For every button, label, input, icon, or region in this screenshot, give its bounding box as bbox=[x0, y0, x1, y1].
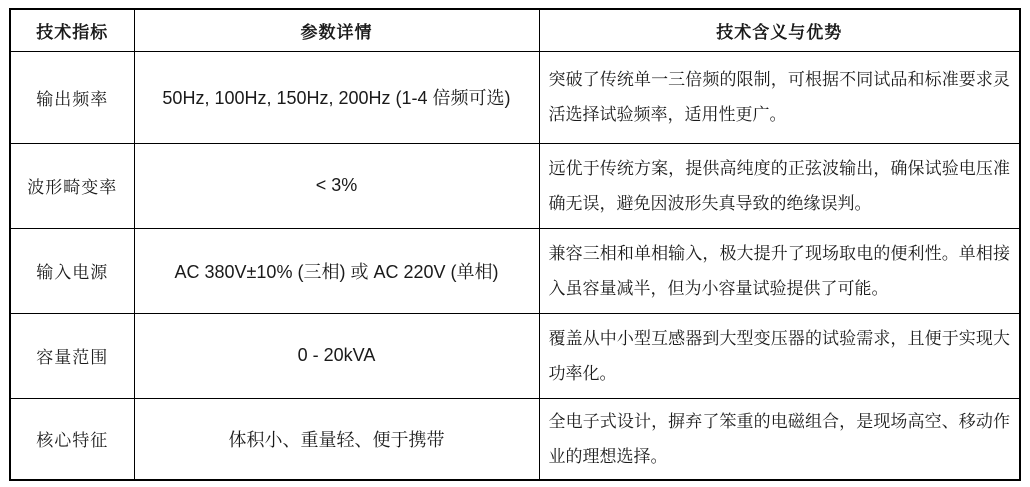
column-header-meaning: 技术含义与优势 bbox=[539, 9, 1020, 51]
cell-parameter: AC 380V±10% (三相) 或 AC 220V (单相) bbox=[134, 228, 539, 313]
column-header-indicator: 技术指标 bbox=[10, 9, 134, 51]
cell-indicator: 输入电源 bbox=[10, 228, 134, 313]
cell-indicator: 容量范围 bbox=[10, 313, 134, 398]
cell-indicator: 波形畸变率 bbox=[10, 143, 134, 228]
cell-meaning: 全电子式设计，摒弃了笨重的电磁组合，是现场高空、移动作业的理想选择。 bbox=[539, 398, 1020, 480]
cell-meaning: 突破了传统单一三倍频的限制，可根据不同试品和标准要求灵活选择试验频率，适用性更广。 bbox=[539, 51, 1020, 143]
table-row bbox=[10, 313, 1020, 398]
spec-table-container bbox=[9, 8, 1021, 481]
cell-indicator: 核心特征 bbox=[10, 398, 134, 480]
cell-parameter: 0 - 20kVA bbox=[134, 313, 539, 398]
technical-spec-table bbox=[9, 8, 1021, 481]
cell-parameter: 50Hz, 100Hz, 150Hz, 200Hz (1-4 倍频可选) bbox=[134, 51, 539, 143]
column-header-parameter: 参数详情 bbox=[134, 9, 539, 51]
cell-meaning: 兼容三相和单相输入，极大提升了现场取电的便利性。单相接入虽容量减半，但为小容量试验提供了可能。 bbox=[539, 228, 1020, 313]
table-row bbox=[10, 143, 1020, 228]
table-row bbox=[10, 228, 1020, 313]
table-header-row bbox=[10, 9, 1020, 51]
cell-parameter: < 3% bbox=[134, 143, 539, 228]
table-row bbox=[10, 398, 1020, 480]
cell-indicator: 输出频率 bbox=[10, 51, 134, 143]
cell-parameter: 体积小、重量轻、便于携带 bbox=[134, 398, 539, 480]
table-row bbox=[10, 51, 1020, 143]
cell-meaning: 覆盖从中小型互感器到大型变压器的试验需求，且便于实现大功率化。 bbox=[539, 313, 1020, 398]
cell-meaning: 远优于传统方案，提供高纯度的正弦波输出，确保试验电压准确无误，避免因波形失真导致的绝缘误判。 bbox=[539, 143, 1020, 228]
